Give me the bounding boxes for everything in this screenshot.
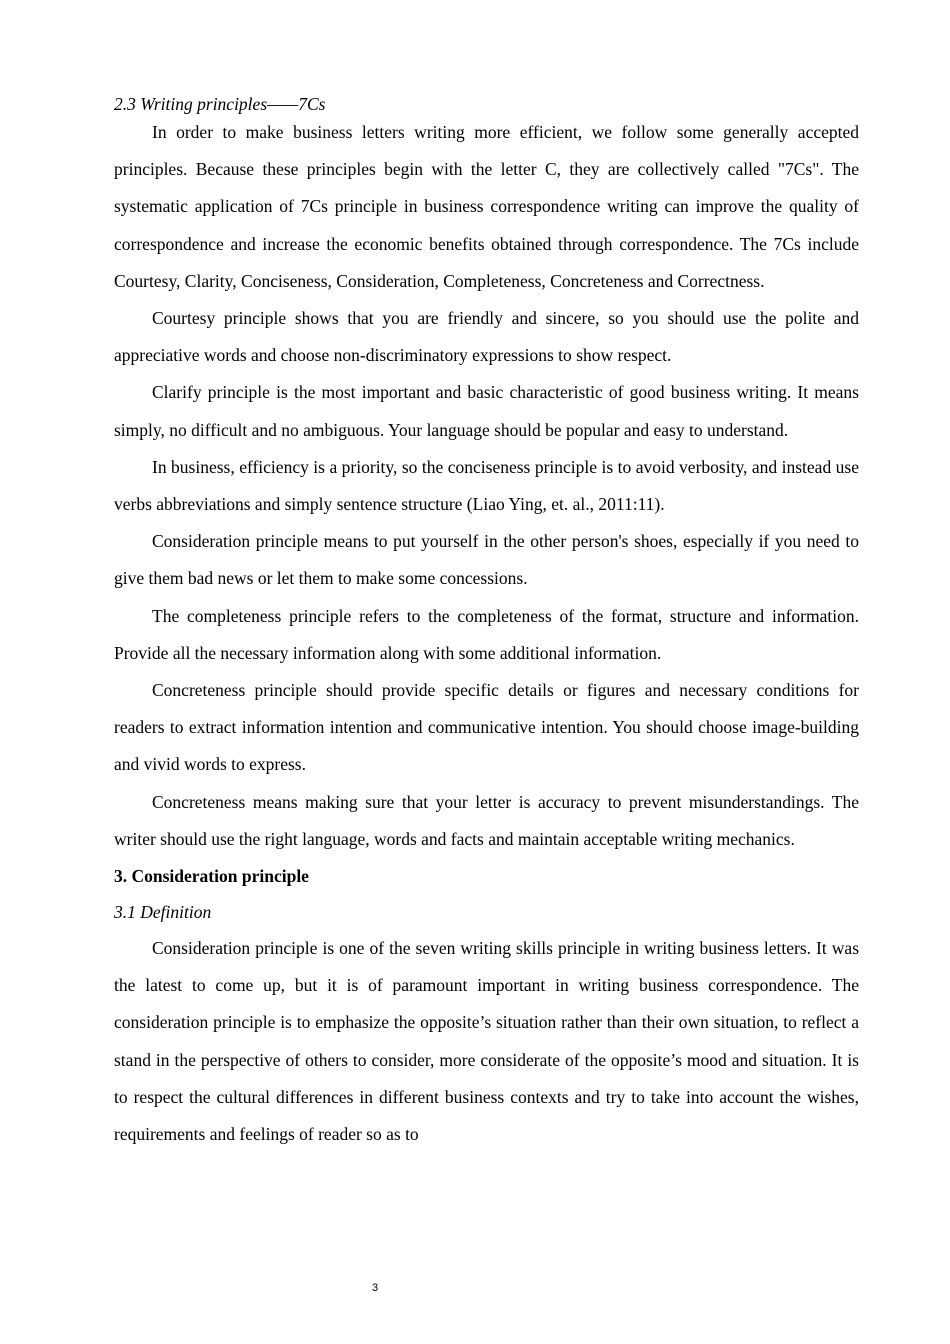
paragraph-7cs-intro: In order to make business letters writing more efficient, we follow some generally accepted principles. Because these principles begin with the letter C, they are collectively called "7Cs". The systematic application of 7Cs principle in business correspondence writing can improve the quality of correspondence and increase the economic benefits obtained through correspondence. The 7Cs include Courtesy, Clarity, Conciseness, Consideration, Completeness, Concreteness and Correctness. [114,122,859,291]
paragraph-definition: Consideration principle is one of the seven writing skills principle in writing business letters. It was the latest to come up, but it is of paramount important in writing business correspondence. The consideration principle is to emphasize the opposite’s situation rather than their own situation, to reflect a stand in the perspective of others to consider, more considerate of the opposite’s mood and situation. It is to respect the cultural differences in different business contexts and try to take into account the wishes, requirements and feelings of reader so as to [114,938,859,1145]
paragraph-conciseness: In business, efficiency is a priority, so the conciseness principle is to avoid verbosity, and instead use verbs abbreviations and simply sentence structure (Liao Ying, et. al., 2011:11). [114,456,859,515]
paragraph-clarity: Clarify principle is the most important and basic characteristic of good business writing. It means simply, no difficult and no ambiguous. Your language should be popular and easy to understand. [114,382,859,440]
section-heading-2-3: 2.3 Writing principles——7Cs [114,94,326,114]
paragraph-completeness: The completeness principle refers to the completeness of the format, structure and information. Provide all the necessary information along with some additional information. [114,605,859,663]
paragraph-courtesy: Courtesy principle shows that you are friendly and sincere, so you should use the polite and appreciative words and choose non-discriminatory expressions to show respect. [114,308,859,366]
paragraph-correctness: Concreteness means making sure that your letter is accuracy to prevent misunderstandings. The writer should use the right language, words and facts and maintain acceptable writing mechanics. [114,791,859,849]
page-number: 3 [371,1282,379,1294]
section-heading-3: 3. Consideration principle [114,866,309,887]
section-heading-3-1: 3.1 Definition [114,902,212,923]
paragraph-concreteness: Concreteness principle should provide specific details or figures and necessary conditions for readers to extract information intention and communicative intention. You should choose image-building and vivid words to express. [114,680,859,775]
paragraph-consideration: Consideration principle means to put yourself in the other person's shoes, especially if you need to give them bad news or let them to make some concessions. [114,531,859,589]
document-page [114,90,859,1153]
